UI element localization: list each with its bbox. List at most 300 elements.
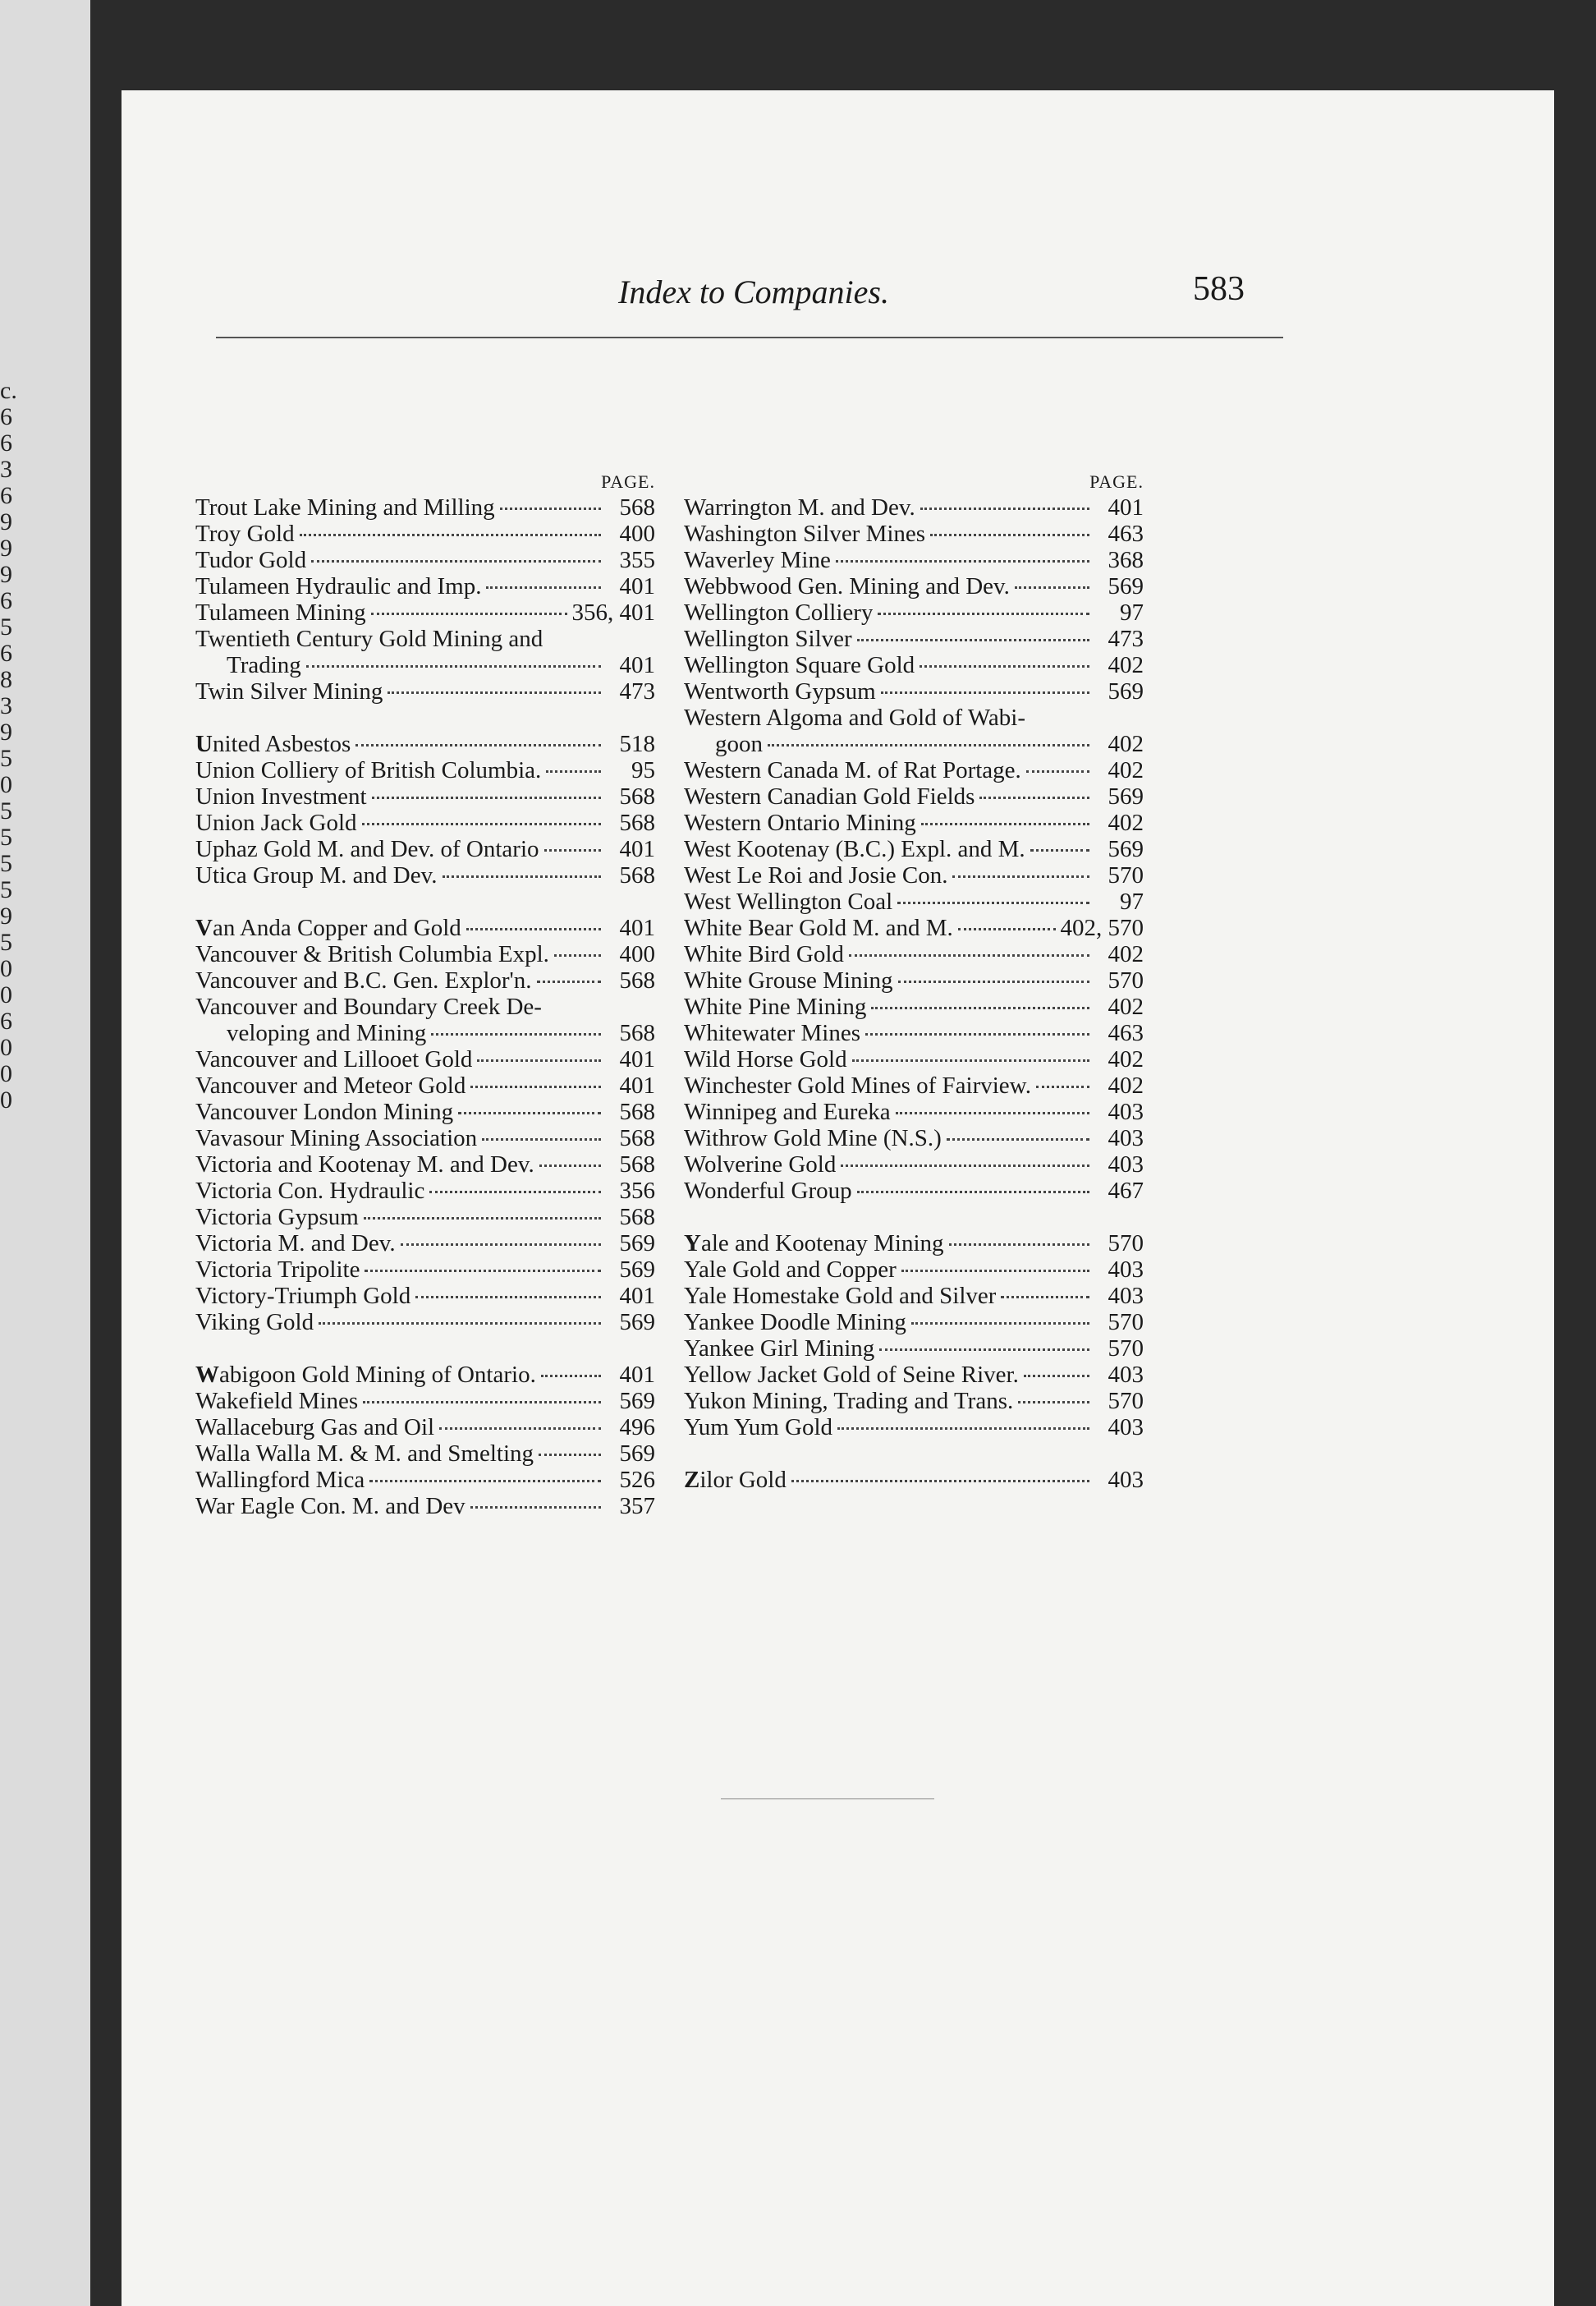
company-name: Trout Lake Mining and Milling <box>195 494 495 521</box>
leader-dots <box>879 1348 1089 1351</box>
company-name: Whitewater Mines <box>684 1020 861 1046</box>
leader-dots <box>539 1454 601 1456</box>
index-entry <box>684 1020 1144 1046</box>
margin-digit: 9 <box>0 535 12 562</box>
company-name: Wellington Colliery <box>684 599 874 626</box>
company-name: Victoria and Kootenay M. and Dev. <box>195 1151 534 1178</box>
leader-dots <box>1026 770 1089 773</box>
leader-dots <box>443 875 602 878</box>
index-entry <box>195 521 655 547</box>
page-reference: 403 <box>1108 1125 1144 1151</box>
company-name: Vancouver London Mining <box>195 1099 454 1125</box>
page-reference: 518 <box>619 731 655 757</box>
index-entry <box>195 494 655 521</box>
company-name: Yale and Kootenay Mining <box>684 1230 944 1256</box>
index-entry <box>684 1256 1144 1283</box>
company-name: Utica Group M. and Dev. <box>195 862 438 889</box>
index-entry <box>195 1467 655 1493</box>
page-reference: 569 <box>619 1388 655 1414</box>
leader-dots <box>979 797 1089 799</box>
company-name: Vancouver and Boundary Creek De- <box>195 994 542 1020</box>
company-name: Tudor Gold <box>195 547 307 573</box>
page-reference: 356, 401 <box>571 599 655 626</box>
index-column-left <box>195 470 655 1519</box>
leader-dots <box>319 1322 601 1325</box>
page-reference: 473 <box>619 678 655 705</box>
page-reference: 569 <box>1108 783 1144 810</box>
leader-dots <box>920 508 1089 510</box>
company-name: Warrington M. and Dev. <box>684 494 915 521</box>
index-entry <box>684 1230 1144 1256</box>
leader-dots <box>546 770 601 773</box>
margin-digit: 0 <box>0 955 12 982</box>
company-name: Union Investment <box>195 783 367 810</box>
company-name: Victoria Tripolite <box>195 1256 360 1283</box>
leader-dots <box>554 954 601 957</box>
company-name: Vancouver and B.C. Gen. Explor'n. <box>195 967 532 994</box>
company-name: Yukon Mining, Trading and Trans. <box>684 1388 1014 1414</box>
page-reference: 570 <box>1108 1230 1144 1256</box>
margin-digit: 8 <box>0 666 12 693</box>
company-name: West Kootenay (B.C.) Expl. and M. <box>684 836 1025 862</box>
index-entry <box>195 599 655 626</box>
leader-dots <box>901 1270 1089 1272</box>
margin-digit: 0 <box>0 1034 12 1061</box>
index-entry <box>195 626 655 652</box>
page-reference: 496 <box>619 1414 655 1440</box>
company-name: Wild Horse Gold <box>684 1046 847 1073</box>
company-name: Walla Walla M. & M. and Smelting <box>195 1440 534 1467</box>
index-entry <box>195 547 655 573</box>
company-name: Winchester Gold Mines of Fairview. <box>684 1073 1031 1099</box>
company-name: Troy Gold <box>195 521 295 547</box>
leader-dots <box>500 508 601 510</box>
index-entry <box>684 810 1144 836</box>
page-reference: 402 <box>1108 994 1144 1020</box>
page-reference: 570 <box>1108 1388 1144 1414</box>
index-entry <box>195 915 655 941</box>
index-entry <box>195 994 655 1020</box>
index-entry <box>195 1440 655 1467</box>
index-entry <box>684 573 1144 599</box>
index-entry <box>684 889 1144 915</box>
index-entry <box>195 1256 655 1283</box>
index-entry <box>684 731 1144 757</box>
company-name: Waverley Mine <box>684 547 831 573</box>
index-entry <box>195 1362 655 1388</box>
company-name: Twentieth Century Gold Mining and <box>195 626 543 652</box>
leader-dots <box>372 797 601 799</box>
margin-digit: c. <box>0 377 17 404</box>
index-entry <box>684 915 1144 941</box>
company-name: United Asbestos <box>195 731 351 757</box>
page-reference: 401 <box>619 573 655 599</box>
leader-dots <box>470 1086 601 1088</box>
leader-dots <box>458 1112 601 1114</box>
company-name: Wallaceburg Gas and Oil <box>195 1414 435 1440</box>
column-heading-page: PAGE. <box>601 471 655 492</box>
leader-dots <box>837 1427 1089 1430</box>
index-entry <box>684 1125 1144 1151</box>
leader-dots <box>355 744 601 746</box>
leader-dots <box>470 1506 601 1509</box>
company-name: Washington Silver Mines <box>684 521 926 547</box>
leader-dots <box>852 1059 1089 1062</box>
company-name: Zilor Gold <box>684 1467 787 1493</box>
leader-dots <box>401 1243 601 1246</box>
index-page <box>122 90 1554 2306</box>
leader-dots <box>369 1480 601 1482</box>
company-name: goon <box>715 731 763 757</box>
page-reference: 473 <box>1108 626 1144 652</box>
index-entry <box>684 1099 1144 1125</box>
page-reference: 401 <box>619 652 655 678</box>
company-name: Western Canada M. of Rat Portage. <box>684 757 1021 783</box>
leader-dots <box>1024 1375 1089 1377</box>
index-entry <box>195 967 655 994</box>
index-entry <box>195 941 655 967</box>
leader-dots <box>871 1007 1089 1009</box>
index-entry <box>684 1046 1144 1073</box>
leader-dots <box>429 1191 601 1193</box>
leader-dots <box>311 560 601 563</box>
page-reference: 401 <box>1108 494 1144 521</box>
index-entry <box>684 941 1144 967</box>
margin-digit: 0 <box>0 1060 12 1087</box>
leader-dots <box>897 902 1089 904</box>
page-reference: 568 <box>619 1125 655 1151</box>
margin-digit: 6 <box>0 1008 12 1035</box>
company-name: Wellington Silver <box>684 626 852 652</box>
company-name: Tulameen Mining <box>195 599 366 626</box>
index-entry <box>195 1388 655 1414</box>
page-reference: 568 <box>619 1151 655 1178</box>
company-name: Vavasour Mining Association <box>195 1125 478 1151</box>
leader-dots <box>878 613 1089 615</box>
company-name: Vancouver and Meteor Gold <box>195 1073 466 1099</box>
margin-digit: 9 <box>0 903 12 930</box>
page-reference: 403 <box>1108 1099 1144 1125</box>
company-name: Vancouver & British Columbia Expl. <box>195 941 549 967</box>
leader-dots <box>439 1427 601 1430</box>
margin-digit: 6 <box>0 587 12 614</box>
index-entry <box>195 1125 655 1151</box>
company-name: veloping and Mining <box>227 1020 427 1046</box>
company-name: White Bird Gold <box>684 941 844 967</box>
margin-digit: 6 <box>0 482 12 509</box>
company-name: Yellow Jacket Gold of Seine River. <box>684 1362 1019 1388</box>
leader-dots <box>958 928 1056 930</box>
leader-dots <box>388 691 601 694</box>
page-reference: 357 <box>619 1493 655 1519</box>
page-reference: 568 <box>619 810 655 836</box>
index-entry <box>195 862 655 889</box>
company-name: White Grouse Mining <box>684 967 893 994</box>
page-reference: 568 <box>619 1099 655 1125</box>
page-reference: 97 <box>1120 889 1144 915</box>
letter-group-gap <box>195 1335 655 1362</box>
company-name: Wallingford Mica <box>195 1467 365 1493</box>
index-entries-left <box>195 494 655 1519</box>
leader-dots <box>362 823 601 825</box>
margin-digit: 0 <box>0 981 12 1008</box>
index-entry <box>684 705 1144 731</box>
company-name: Tulameen Hydraulic and Imp. <box>195 573 482 599</box>
page-reference: 570 <box>1108 1309 1144 1335</box>
adjacent-page-edge <box>0 0 90 2306</box>
page-reference: 568 <box>619 783 655 810</box>
index-entry <box>684 1414 1144 1440</box>
company-name: Union Colliery of British Columbia. <box>195 757 542 783</box>
index-entry <box>684 967 1144 994</box>
company-name: Wabigoon Gold Mining of Ontario. <box>195 1362 536 1388</box>
leader-dots <box>791 1480 1089 1482</box>
index-entry <box>195 1204 655 1230</box>
index-entry <box>684 994 1144 1020</box>
page-reference: 368 <box>1108 547 1144 573</box>
leader-dots <box>857 639 1089 641</box>
leader-dots <box>949 1243 1089 1246</box>
page-reference: 463 <box>1108 521 1144 547</box>
company-name: Victoria Gypsum <box>195 1204 359 1230</box>
index-entry <box>195 783 655 810</box>
leader-dots <box>365 1270 601 1272</box>
index-entry <box>684 494 1144 521</box>
leader-dots <box>371 613 567 615</box>
index-entry <box>195 1020 655 1046</box>
index-entry <box>684 1335 1144 1362</box>
index-entry <box>195 757 655 783</box>
leader-dots <box>1001 1296 1089 1298</box>
index-entry <box>195 731 655 757</box>
leader-dots <box>920 665 1089 668</box>
margin-digit: 5 <box>0 613 12 641</box>
company-name: White Pine Mining <box>684 994 867 1020</box>
page-reference: 570 <box>1108 862 1144 889</box>
company-name: Wonderful Group <box>684 1178 852 1204</box>
page-reference: 402 <box>1108 652 1144 678</box>
page-reference: 402 <box>1108 1073 1144 1099</box>
leader-dots <box>431 1033 601 1036</box>
page-title: Index to Companies. <box>618 273 889 310</box>
index-entry <box>684 783 1144 810</box>
index-entry <box>684 836 1144 862</box>
company-name: Victoria Con. Hydraulic <box>195 1178 425 1204</box>
company-name: Wellington Square Gold <box>684 652 915 678</box>
letter-group-gap <box>684 1440 1144 1467</box>
page-reference: 403 <box>1108 1362 1144 1388</box>
margin-digit: 9 <box>0 719 12 746</box>
company-name: Victory-Triumph Gold <box>195 1283 411 1309</box>
company-name: West Wellington Coal <box>684 889 893 915</box>
page-reference: 402 <box>1108 810 1144 836</box>
index-entry <box>684 599 1144 626</box>
bleed-through-rule <box>721 1798 934 1799</box>
company-name: Uphaz Gold M. and Dev. of Ontario <box>195 836 539 862</box>
company-name: Yankee Doodle Mining <box>684 1309 906 1335</box>
page-reference: 401 <box>619 1362 655 1388</box>
margin-digit: 5 <box>0 850 12 877</box>
company-name: Wolverine Gold <box>684 1151 837 1178</box>
leader-dots <box>482 1138 601 1141</box>
company-name: Winnipeg and Eureka <box>684 1099 891 1125</box>
page-reference: 568 <box>619 1204 655 1230</box>
index-entry <box>195 1283 655 1309</box>
index-entry <box>684 1309 1144 1335</box>
leader-dots <box>836 560 1089 563</box>
index-entry <box>195 1151 655 1178</box>
page-reference: 569 <box>1108 678 1144 705</box>
index-entry <box>684 652 1144 678</box>
adjacent-page-digits <box>0 378 20 1114</box>
company-name: Yale Gold and Copper <box>684 1256 897 1283</box>
page-reference: 526 <box>619 1467 655 1493</box>
page-reference: 401 <box>619 1283 655 1309</box>
page-number: 583 <box>1193 270 1245 308</box>
company-name: Western Algoma and Gold of Wabi- <box>684 705 1026 731</box>
margin-digit: 6 <box>0 403 12 430</box>
page-reference: 403 <box>1108 1256 1144 1283</box>
index-entry <box>684 1178 1144 1204</box>
margin-digit: 0 <box>0 1086 12 1114</box>
page-reference: 402 <box>1108 731 1144 757</box>
letter-group-gap <box>684 1204 1144 1230</box>
index-entry <box>684 1467 1144 1493</box>
company-name: War Eagle Con. M. and Dev <box>195 1493 466 1519</box>
company-name: Viking Gold <box>195 1309 314 1335</box>
index-entry <box>684 1151 1144 1178</box>
letter-group-gap <box>195 889 655 915</box>
leader-dots <box>486 586 601 589</box>
page-reference: 569 <box>1108 573 1144 599</box>
index-entry <box>684 757 1144 783</box>
page-reference: 355 <box>619 547 655 573</box>
margin-digit: 0 <box>0 771 12 798</box>
leader-dots <box>537 981 601 983</box>
company-name: Webbwood Gen. Mining and Dev. <box>684 573 1010 599</box>
leader-dots <box>841 1164 1089 1167</box>
column-heading-page: PAGE. <box>1089 471 1144 492</box>
index-entry <box>684 626 1144 652</box>
page-reference: 401 <box>619 1073 655 1099</box>
index-entry <box>195 1073 655 1099</box>
leader-dots <box>1018 1401 1089 1403</box>
leader-dots <box>849 954 1089 957</box>
page-reference: 467 <box>1108 1178 1144 1204</box>
leader-dots <box>952 875 1089 878</box>
index-entry <box>195 810 655 836</box>
index-entry <box>684 1283 1144 1309</box>
index-entry <box>195 1309 655 1335</box>
company-name: Yum Yum Gold <box>684 1414 832 1440</box>
page-reference: 400 <box>619 521 655 547</box>
page-reference: 403 <box>1108 1283 1144 1309</box>
page-reference: 568 <box>619 1020 655 1046</box>
page-reference: 569 <box>619 1309 655 1335</box>
margin-digit: 3 <box>0 456 12 483</box>
leader-dots <box>921 823 1089 825</box>
leader-dots <box>857 1191 1089 1193</box>
leader-dots <box>911 1322 1089 1325</box>
page-reference: 570 <box>1108 1335 1144 1362</box>
company-name: Withrow Gold Mine (N.S.) <box>684 1125 942 1151</box>
leader-dots <box>1015 586 1089 589</box>
margin-digit: 9 <box>0 561 12 588</box>
margin-digit: 5 <box>0 929 12 956</box>
leader-dots <box>300 534 601 536</box>
index-entry <box>684 1388 1144 1414</box>
index-entry <box>195 1230 655 1256</box>
company-name: Western Canadian Gold Fields <box>684 783 975 810</box>
leader-dots <box>930 534 1089 536</box>
leader-dots <box>1036 1086 1089 1088</box>
margin-digit: 6 <box>0 430 12 457</box>
page-reference: 401 <box>619 1046 655 1073</box>
margin-digit: 6 <box>0 640 12 667</box>
company-name: Victoria M. and Dev. <box>195 1230 396 1256</box>
page-reference: 356 <box>619 1178 655 1204</box>
leader-dots <box>865 1033 1089 1036</box>
leader-dots <box>544 849 601 852</box>
index-entry <box>684 1362 1144 1388</box>
letter-group-gap <box>195 705 655 731</box>
company-name: Trading <box>227 652 301 678</box>
margin-digit: 5 <box>0 745 12 772</box>
page-reference: 95 <box>631 757 655 783</box>
page-reference: 97 <box>1120 599 1144 626</box>
leader-dots <box>541 1375 601 1377</box>
page-reference: 568 <box>619 967 655 994</box>
company-name: West Le Roi and Josie Con. <box>684 862 948 889</box>
index-entry <box>195 652 655 678</box>
page-reference: 570 <box>1108 967 1144 994</box>
index-entry <box>195 678 655 705</box>
leader-dots <box>768 744 1089 746</box>
leader-dots <box>364 1217 601 1220</box>
index-entry <box>195 1046 655 1073</box>
company-name: Van Anda Copper and Gold <box>195 915 461 941</box>
index-entry <box>195 1178 655 1204</box>
company-name: Wentworth Gypsum <box>684 678 876 705</box>
company-name: Union Jack Gold <box>195 810 357 836</box>
page-reference: 403 <box>1108 1467 1144 1493</box>
leader-dots <box>306 665 601 668</box>
leader-dots <box>363 1401 601 1403</box>
index-entries-right <box>684 494 1144 1493</box>
margin-digit: 5 <box>0 824 12 851</box>
page-reference: 402 <box>1108 757 1144 783</box>
index-entry <box>195 1414 655 1440</box>
page-reference: 402, 570 <box>1060 915 1144 941</box>
page-reference: 463 <box>1108 1020 1144 1046</box>
index-entry <box>195 573 655 599</box>
company-name: Yankee Girl Mining <box>684 1335 875 1362</box>
index-column-right <box>684 470 1144 1493</box>
index-entry <box>195 836 655 862</box>
page-reference: 569 <box>619 1440 655 1467</box>
company-name: Vancouver and Lillooet Gold <box>195 1046 473 1073</box>
page-reference: 569 <box>619 1256 655 1283</box>
margin-digit: 9 <box>0 508 12 535</box>
company-name: Twin Silver Mining <box>195 678 383 705</box>
company-name: White Bear Gold M. and M. <box>684 915 953 941</box>
header-rule <box>216 337 1283 338</box>
margin-digit: 5 <box>0 797 12 825</box>
index-entry <box>195 1493 655 1519</box>
index-entry <box>684 678 1144 705</box>
margin-digit: 5 <box>0 876 12 903</box>
index-entry <box>684 1073 1144 1099</box>
